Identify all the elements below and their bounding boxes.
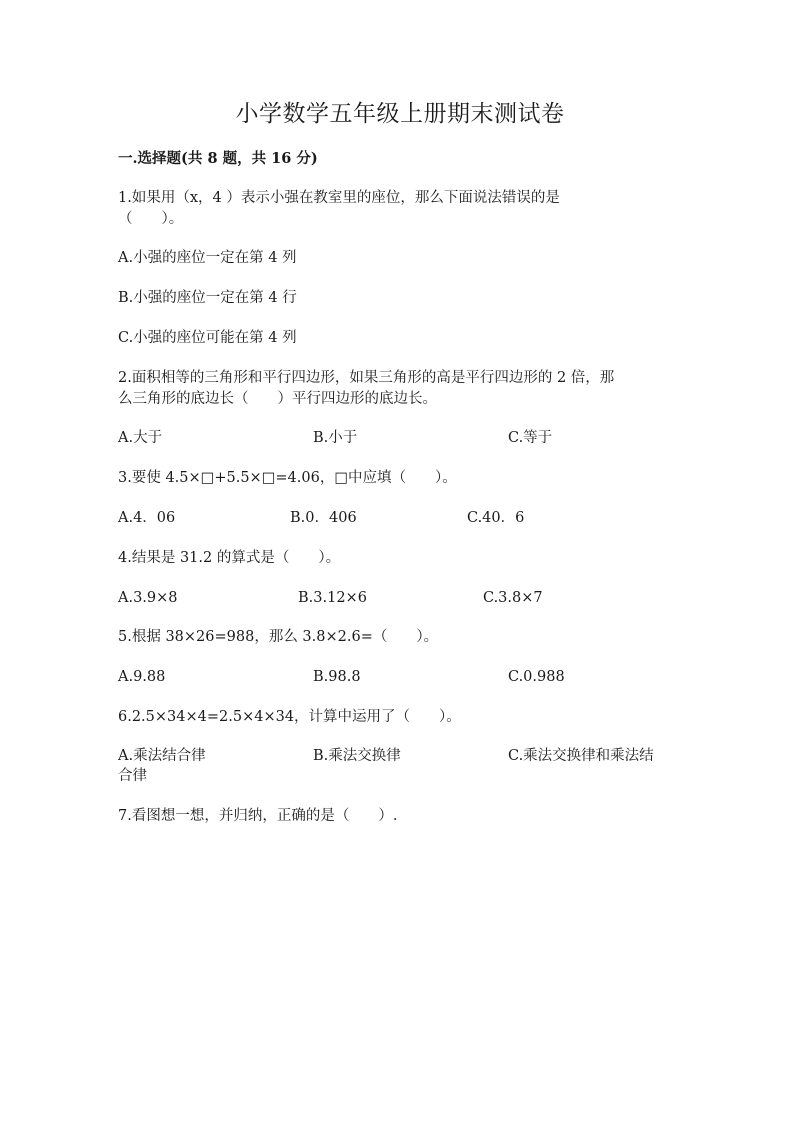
question-5-option-a: A.9.88 [118, 669, 166, 685]
question-2-stem-line-2: 么三角形的底边长（ ）平行四边形的底边长。 [118, 391, 437, 407]
question-1-stem-line-2: （ ）。 [118, 211, 184, 227]
question-7-stem: 7.看图想一想，并归纳，正确的是（ ）. [118, 808, 398, 824]
question-3-option-b: B.0．406 [290, 510, 357, 526]
question-2-option-a: A.大于 [118, 430, 163, 446]
page-title: 小学数学五年级上册期末测试卷 [235, 101, 565, 127]
question-1-option-b: B.小强的座位一定在第 4 行 [118, 290, 297, 306]
question-5-option-c: C.0.988 [508, 669, 565, 685]
question-1-option-a: A.小强的座位一定在第 4 列 [118, 250, 297, 266]
question-3-stem: 3.要使 4.5×□+5.5×□=4.06，□中应填（ ）。 [118, 470, 457, 486]
question-4-option-a: A.3.9×8 [118, 590, 178, 606]
question-6-stem: 6.2.5×34×4=2.5×4×34，计算中运用了（ ）。 [118, 709, 461, 725]
question-3-option-a: A.4．06 [118, 510, 176, 526]
question-4-stem: 4.结果是 31.2 的算式是（ ）。 [118, 550, 341, 566]
question-6-option-b: B.乘法交换律 [313, 748, 401, 764]
question-3-option-c: C.40．6 [467, 510, 525, 526]
question-5-stem: 5.根据 38×26=988，那么 3.8×2.6=（ ）。 [118, 629, 439, 645]
question-1-stem-line-1: 1.如果用（x，4 ）表示小强在教室里的座位，那么下面说法错误的是 [118, 190, 560, 206]
question-2-stem-line-1: 2.面积相等的三角形和平行四边形，如果三角形的高是平行四边形的 2 倍，那 [118, 370, 615, 386]
question-6-option-c-continued: 合律 [118, 768, 147, 784]
question-2-option-c: C.等于 [508, 430, 553, 446]
question-4-option-b: B.3.12×6 [298, 590, 367, 606]
section-heading: 一.选择题(共 8 题，共 16 分) [118, 150, 318, 167]
question-2-option-b: B.小于 [313, 430, 358, 446]
question-6-option-a: A.乘法结合律 [118, 748, 206, 764]
question-4-option-c: C.3.8×7 [483, 590, 543, 606]
question-6-option-c: C.乘法交换律和乘法结 [508, 748, 654, 764]
question-5-option-b: B.98.8 [313, 669, 361, 685]
question-1-option-c: C.小强的座位可能在第 4 列 [118, 330, 297, 346]
